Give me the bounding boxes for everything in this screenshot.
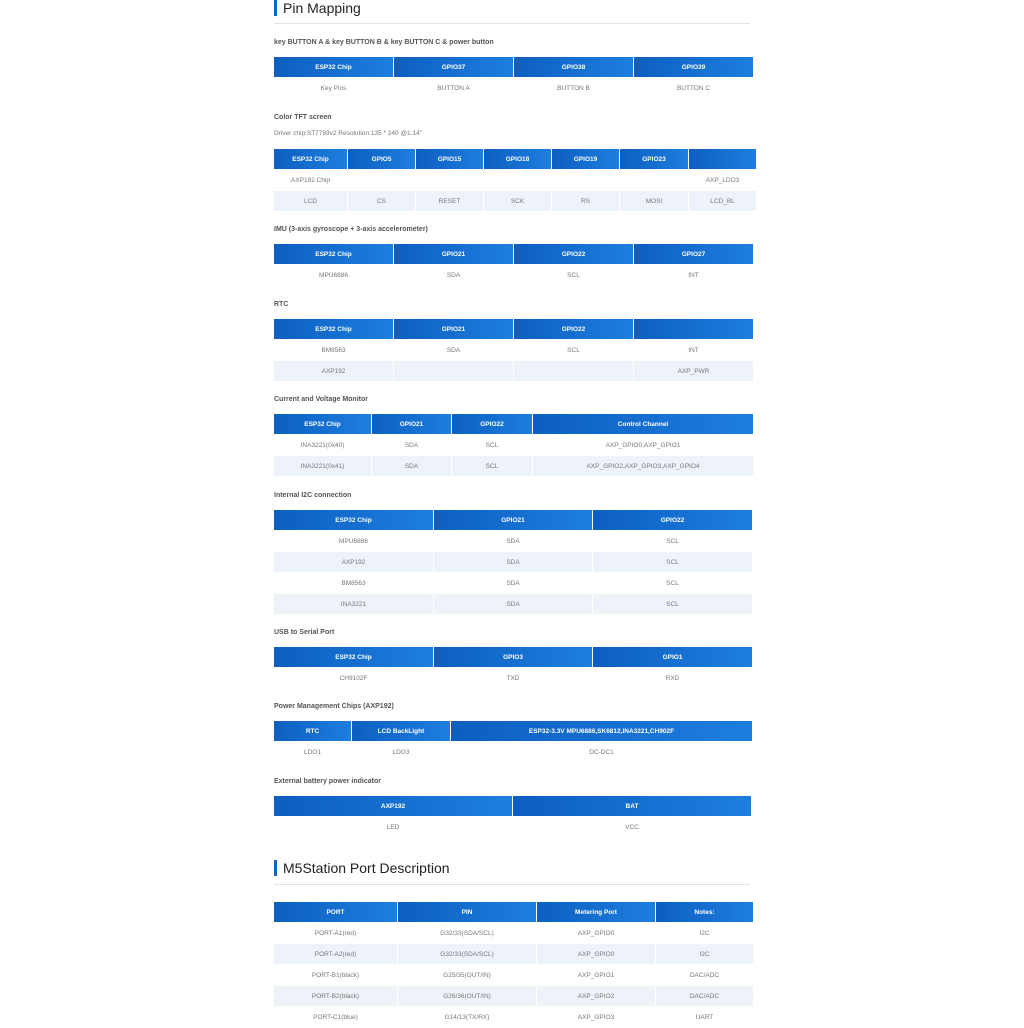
column-header: Notes: xyxy=(656,902,753,923)
table-cell: SCL xyxy=(593,552,752,573)
heading-tft-screen: Color TFT screen xyxy=(274,114,332,121)
table-cell: UART xyxy=(656,1007,753,1028)
table-cell: SDA xyxy=(372,435,451,456)
table-cell: CH9102F xyxy=(274,668,433,689)
heading-internal-i2c: Internal I2C connection xyxy=(274,492,352,499)
table-cell xyxy=(484,170,551,191)
column-header: PIN xyxy=(398,902,536,923)
table-cell xyxy=(514,361,633,382)
section-title-port-description: M5Station Port Description xyxy=(274,860,750,876)
column-header: BAT xyxy=(513,796,751,817)
table-cell: BUTTON B xyxy=(514,78,633,99)
table-cell: AXP192 xyxy=(274,361,393,382)
table-row xyxy=(274,170,756,191)
table-cell: BUTTON A xyxy=(394,78,513,99)
table-cell: G26/36(OUT/IN) xyxy=(398,986,536,1007)
column-header: ESP32 Chip xyxy=(274,319,393,340)
heading-key-buttons: key BUTTON A & key BUTTON B & key BUTTON C & power button xyxy=(274,39,494,46)
column-header: GPIO1 xyxy=(593,647,752,668)
table-header-row xyxy=(274,510,752,531)
table-row xyxy=(274,531,752,552)
column-header: GPIO5 xyxy=(348,149,415,170)
table-cell xyxy=(348,170,415,191)
table-cell: PORT-B1(black) xyxy=(274,965,397,986)
table-row xyxy=(274,594,752,615)
table-key-buttons xyxy=(273,57,754,99)
column-header: GPIO22 xyxy=(514,319,633,340)
table-row xyxy=(274,552,752,573)
table-header-row xyxy=(274,902,753,923)
table-cell: AXP_LDO3 xyxy=(689,170,756,191)
table-current-voltage-monitor xyxy=(273,414,754,477)
table-cell: PORT-A2(red) xyxy=(274,944,397,965)
table-cell: SDA xyxy=(394,265,513,286)
table-cell: SCL xyxy=(593,531,752,552)
section-title-pin-mapping: Pin Mapping xyxy=(274,0,750,16)
table-row xyxy=(274,742,752,763)
column-header: Metering Port xyxy=(537,902,655,923)
heading-current-voltage-monitor: Current and Voltage Monitor xyxy=(274,396,368,403)
column-header: GPIO27 xyxy=(634,244,753,265)
column-header: GPIO21 xyxy=(372,414,451,435)
table-row xyxy=(274,78,753,99)
column-header: GPIO22 xyxy=(452,414,532,435)
column-header: GPIO19 xyxy=(552,149,619,170)
table-cell: SDA xyxy=(372,456,451,477)
table-header-row xyxy=(274,57,753,78)
column-header: ESP32 Chip xyxy=(274,244,393,265)
table-cell: MPU6886 xyxy=(274,531,433,552)
table-row xyxy=(274,1007,753,1028)
table-cell: LCD xyxy=(274,191,347,212)
table-cell: SCK xyxy=(484,191,551,212)
table-cell: INA3221(0x40) xyxy=(274,435,371,456)
table-cell: INT xyxy=(634,265,753,286)
table-row xyxy=(274,361,753,382)
table-internal-i2c xyxy=(273,510,753,615)
table-cell: AXP_PWR xyxy=(634,361,753,382)
table-cell: Key Pins xyxy=(274,78,393,99)
column-header: GPIO3 xyxy=(434,647,592,668)
column-header: GPIO21 xyxy=(434,510,592,531)
table-cell: INT xyxy=(634,340,753,361)
column-header: LCD BackLight xyxy=(352,721,450,742)
table-cell: SDA xyxy=(434,552,592,573)
table-cell: AXP_GPIO0 xyxy=(537,944,655,965)
table-cell: AXP192 Chip xyxy=(274,170,347,191)
column-header: GPIO38 xyxy=(514,57,633,78)
table-row xyxy=(274,944,753,965)
title-divider xyxy=(274,884,750,885)
table-cell: LED xyxy=(274,817,512,838)
table-imu xyxy=(273,244,754,286)
table-row xyxy=(274,573,752,594)
table-header-row xyxy=(274,721,752,742)
table-cell: I2C xyxy=(656,923,753,944)
column-header: GPIO15 xyxy=(416,149,483,170)
heading-power-management: Power Management Chips (AXP192) xyxy=(274,703,394,710)
title-divider xyxy=(274,23,750,24)
table-cell: CS xyxy=(348,191,415,212)
table-cell xyxy=(416,170,483,191)
table-cell xyxy=(552,170,619,191)
table-row xyxy=(274,191,756,212)
table-cell: SDA xyxy=(434,594,592,615)
column-header: ESP32 Chip xyxy=(274,510,433,531)
column-header: GPIO21 xyxy=(394,319,513,340)
table-header-row xyxy=(274,319,753,340)
column-header: ESP32 Chip xyxy=(274,414,371,435)
table-cell: SCL xyxy=(452,435,532,456)
column-header: GPIO22 xyxy=(593,510,752,531)
table-cell: AXP_GPIO0,AXP_GPIO1 xyxy=(533,435,753,456)
table-cell: G25/35(OUT/IN) xyxy=(398,965,536,986)
column-header xyxy=(689,149,756,170)
table-header-row xyxy=(274,796,751,817)
column-header: GPIO23 xyxy=(620,149,688,170)
table-cell: RESET xyxy=(416,191,483,212)
heading-imu: IMU (3-axis gyroscope + 3-axis accelerometer) xyxy=(274,226,428,233)
table-row xyxy=(274,456,753,477)
table-row xyxy=(274,340,753,361)
table-cell: SCL xyxy=(593,594,752,615)
table-power-management xyxy=(273,721,753,763)
table-cell: DAC/ADC xyxy=(656,965,753,986)
table-cell: MPU6886 xyxy=(274,265,393,286)
column-header xyxy=(634,319,753,340)
column-header: ESP32 Chip xyxy=(274,149,347,170)
column-header: GPIO21 xyxy=(394,244,513,265)
table-cell: SDA xyxy=(434,573,592,594)
table-battery-indicator xyxy=(273,796,752,838)
column-header: RTC xyxy=(274,721,351,742)
column-header: Control Channel xyxy=(533,414,753,435)
table-cell: SCL xyxy=(514,265,633,286)
table-cell: AXP_GPIO2,AXP_GPIO3,AXP_GPIO4 xyxy=(533,456,753,477)
table-cell: AXP_GPIO3 xyxy=(537,1007,655,1028)
table-cell: G32/33(SDA/SCL) xyxy=(398,944,536,965)
heading-battery-indicator: External battery power indicator xyxy=(274,778,381,785)
table-header-row xyxy=(274,647,752,668)
table-cell xyxy=(620,170,688,191)
table-cell: SCL xyxy=(452,456,532,477)
table-tft-screen xyxy=(273,149,757,212)
tft-driver-note: Driver chip:ST7789v2 Resolution:135 * 240 @1.14" xyxy=(274,130,423,137)
table-port-description xyxy=(273,902,754,1028)
column-header: ESP32 Chip xyxy=(274,647,433,668)
table-cell: PORT-B2(black) xyxy=(274,986,397,1007)
table-row xyxy=(274,923,753,944)
table-cell: DAC/ADC xyxy=(656,986,753,1007)
table-cell: SCL xyxy=(514,340,633,361)
table-cell: LCD_BL xyxy=(689,191,756,212)
table-cell: BM8563 xyxy=(274,340,393,361)
table-usb-serial xyxy=(273,647,753,689)
table-cell: AXP192 xyxy=(274,552,433,573)
table-cell: SCL xyxy=(593,573,752,594)
table-cell: MOSI xyxy=(620,191,688,212)
table-header-row xyxy=(274,414,753,435)
table-cell: BM8563 xyxy=(274,573,433,594)
table-cell: AXP_GPIO1 xyxy=(537,965,655,986)
column-header: ESP32 Chip xyxy=(274,57,393,78)
table-cell: AXP_GPIO0 xyxy=(537,923,655,944)
column-header: GPIO37 xyxy=(394,57,513,78)
column-header: GPIO22 xyxy=(514,244,633,265)
table-cell: DC-DC1 xyxy=(451,742,752,763)
table-cell: INA3221(0x41) xyxy=(274,456,371,477)
column-header: ESP32-3.3V MPU6886,SK6812,INA3221,CH902F xyxy=(451,721,752,742)
heading-usb-serial: USB to Serial Port xyxy=(274,629,335,636)
table-cell: RS xyxy=(552,191,619,212)
table-cell: SDA xyxy=(434,531,592,552)
table-cell: BUTTON C xyxy=(634,78,753,99)
table-cell: TXD xyxy=(434,668,592,689)
table-row xyxy=(274,986,753,1007)
table-row xyxy=(274,265,753,286)
table-cell: RXD xyxy=(593,668,752,689)
column-header: PORT xyxy=(274,902,397,923)
table-cell: SDA xyxy=(394,340,513,361)
table-rtc xyxy=(273,319,754,382)
table-cell: VCC xyxy=(513,817,751,838)
table-cell: LDO1 xyxy=(274,742,351,763)
table-cell: G32/33(SDA/SCL) xyxy=(398,923,536,944)
table-cell: INA3221 xyxy=(274,594,433,615)
table-cell: G14/13(TX/RX) xyxy=(398,1007,536,1028)
table-cell: PORT-A1(red) xyxy=(274,923,397,944)
table-cell: I2C xyxy=(656,944,753,965)
table-row xyxy=(274,965,753,986)
table-cell: AXP_GPIO2 xyxy=(537,986,655,1007)
table-row xyxy=(274,817,751,838)
table-cell: LDO3 xyxy=(352,742,450,763)
table-row xyxy=(274,668,752,689)
table-row xyxy=(274,435,753,456)
column-header: GPIO39 xyxy=(634,57,753,78)
table-cell: PORT-C1(blue) xyxy=(274,1007,397,1028)
table-header-row xyxy=(274,244,753,265)
table-cell xyxy=(394,361,513,382)
heading-rtc: RTC xyxy=(274,301,289,308)
table-header-row xyxy=(274,149,756,170)
column-header: GPIO18 xyxy=(484,149,551,170)
column-header: AXP192 xyxy=(274,796,512,817)
